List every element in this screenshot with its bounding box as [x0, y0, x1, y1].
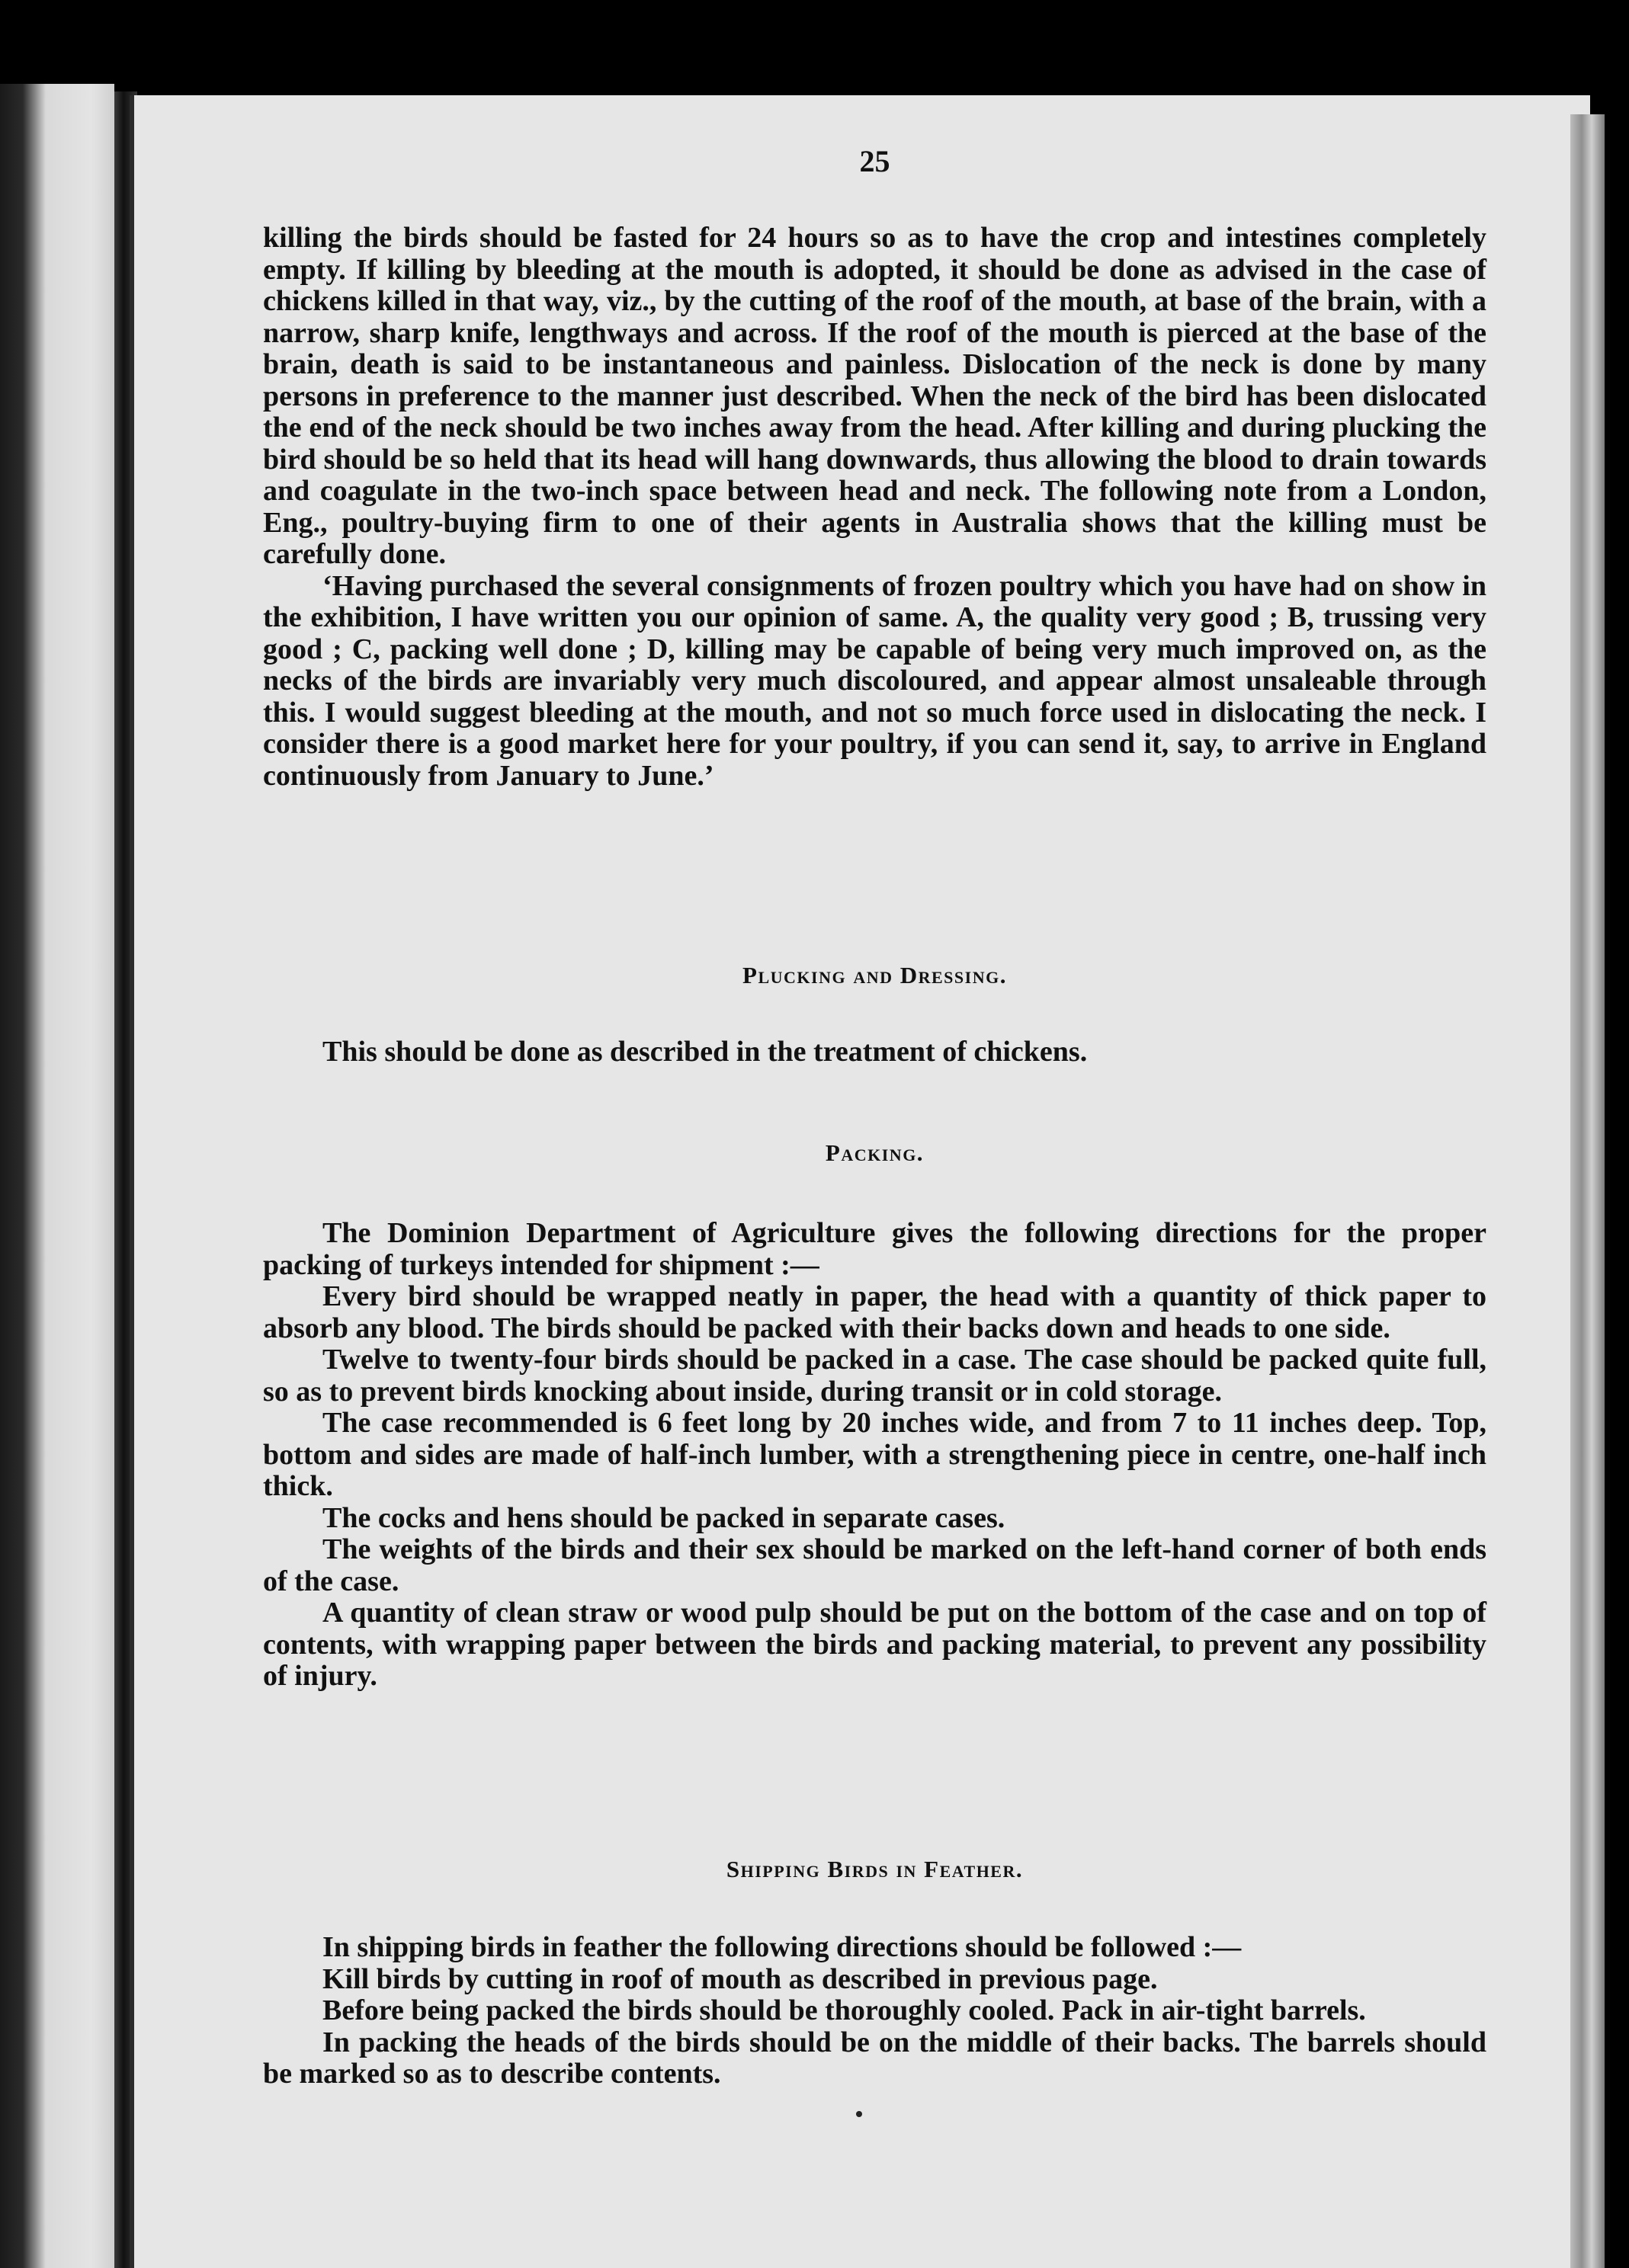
previous-page-edge — [0, 84, 114, 2268]
section-shipping-text — [263, 1932, 1486, 2090]
paragraph-packing-straw: A quantity of clean straw or wood pulp should be put on the bottom of the case and on top of contents, with wrapping paper between the birds and packing material, to prevent any possibility of injury. — [263, 1597, 1486, 1692]
paragraph-quoted-letter: ‘Having purchased the several consignments of frozen poultry which you have had on show in the exhibition, I have written you our opinion of same. A, the quality very good ; B, trussing very good ; C, packing well done ; D, killing may be capable of being very much improved on, as the necks of the birds are invariably very much discoloured, and appear almost unsaleable through this. I would suggest bleeding at the mouth, and not so much force used in dislocating the neck. I consider there is a good market here for your poultry, if you can send it, say, to arrive in England continuously from January to June.’ — [263, 569, 1486, 792]
section-packing-text — [263, 1218, 1486, 1693]
paragraph-shipping-heads: In packing the heads of the birds should be on the middle of their backs. The barrels should be marked so as to describe contents. — [263, 2026, 1486, 2090]
heading-shipping-birds-in-feather: Shipping Birds in Feather. — [726, 1856, 1024, 1882]
ink-speck — [856, 2111, 862, 2117]
opening-text — [263, 223, 1486, 792]
paragraph-plucking: This should be done as described in the treatment of chickens. — [322, 1036, 1088, 1068]
paragraph-shipping-cool: Before being packed the birds should be thoroughly cooled. Pack in air-tight barrels. — [322, 1994, 1366, 2026]
paragraph-packing-wrap: Every bird should be wrapped neatly in paper, the head with a quantity of thick paper to absorb any blood. The birds should be packed with their backs down and heads to one side. — [263, 1280, 1486, 1344]
paragraph-killing: killing the birds should be fasted for 24 hours so as to have the crop and intestines completely empty. If killing by bleeding at the mouth is adopted, it should be done as advised in the case of chickens killed in that way, viz., by the cutting of the roof of the mouth, at base of the brain, with a narrow, sharp knife, lengthways and across. If the roof of the mouth is pierced at the base of the brain, death is said to be instantaneous and painless. Dislocation of the neck is done by many persons in preference to the manner just described. When the neck of the bird has been dislocated the end of the neck should be two inches away from the head. After killing and during plucking the bird should be so held that its head will hang downwards, thus allowing the blood to drain towards and coagulate in the two-inch space between head and neck. The following note from a London, Eng., poultry-buying firm to one of their agents in Australia shows that the killing must be carefully done. — [263, 222, 1486, 570]
paragraph-packing-weights: The weights of the birds and their sex should be marked on the left-hand corner of both ends of the case. — [263, 1533, 1486, 1597]
paragraph-shipping-intro: In shipping birds in feather the following directions should be followed :— — [322, 1931, 1242, 1963]
page-number: 25 — [859, 144, 890, 178]
heading-packing: Packing. — [825, 1139, 925, 1166]
paragraph-shipping-kill: Kill birds by cutting in roof of mouth as described in previous page. — [322, 1962, 1158, 1995]
heading-plucking-and-dressing: Plucking and Dressing. — [742, 962, 1007, 988]
paragraph-packing-intro: The Dominion Department of Agriculture gives the following directions for the proper packing of turkeys intended for shipment :— — [263, 1217, 1486, 1281]
page-right-edge — [1570, 114, 1605, 2268]
section-plucking-text — [263, 1036, 1486, 1068]
paragraph-packing-case: The case recommended is 6 feet long by 20 inches wide, and from 7 to 11 inches deep. Top, bottom and sides are made of half-inch lumber, with a strengthening piece in centre, one-half inch thick. — [263, 1407, 1486, 1502]
paragraph-packing-separate: The cocks and hens should be packed in separate cases. — [322, 1501, 1005, 1534]
paragraph-packing-count: Twelve to twenty-four birds should be packed in a case. The case should be packed quite full, so as to prevent birds knocking about inside, during transit or in cold storage. — [263, 1344, 1486, 1408]
